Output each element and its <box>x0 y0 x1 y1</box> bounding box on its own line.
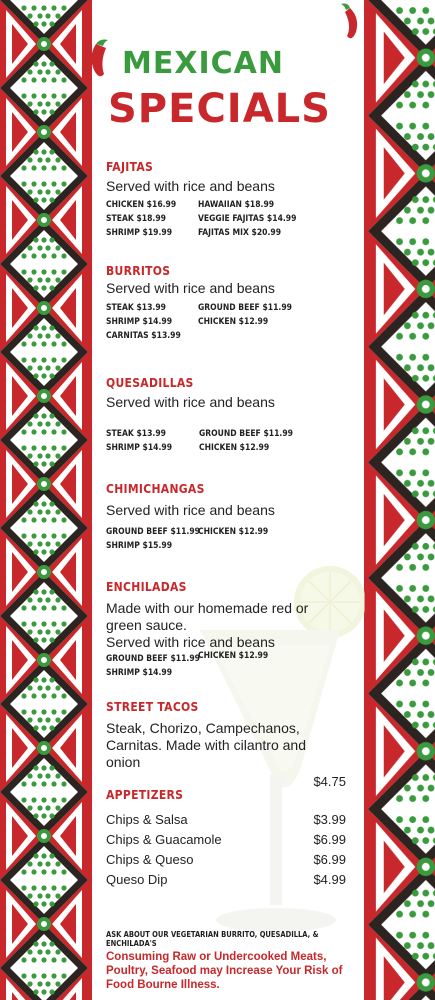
menu-item: STEAK $18.99 <box>106 214 166 224</box>
section-appetizers <box>106 788 358 892</box>
section-burritos <box>106 264 358 347</box>
section-quesadillas <box>106 376 358 459</box>
section-title: CHIMICHANGAS <box>106 482 205 496</box>
menu-item: FAJITAS MIX $20.99 <box>198 228 282 238</box>
section-title: FAJITAS <box>106 160 154 174</box>
appetizer-row <box>106 852 358 872</box>
price-grid <box>106 303 358 347</box>
price-grid <box>106 429 358 459</box>
menu-item: CHICKEN $12.99 <box>198 527 269 537</box>
section-description: Steak, Chorizo, Campechanos, Carnitas. Made with cilantro and onion <box>106 720 306 770</box>
appetizer-price: $3.99 <box>313 812 346 827</box>
menu-item: GROUND BEEF $11.99 <box>198 303 292 313</box>
menu-item: CHICKEN $12.99 <box>199 443 270 453</box>
title-mexican: MEXICAN <box>122 46 284 81</box>
appetizer-price: $4.99 <box>313 872 346 887</box>
menu-item: GROUND BEEF $11.99 <box>106 654 200 664</box>
chili-pepper-icon <box>86 36 120 80</box>
section-title: BURRITOS <box>106 264 171 278</box>
section-description: Made with our homemade red or green sauce. <box>106 600 309 633</box>
section-description: Served with rice and beans <box>106 280 275 296</box>
menu-item: SHRIMP $14.99 <box>106 443 173 453</box>
section-title: APPETIZERS <box>106 788 184 802</box>
appetizer-name: Chips & Guacamole <box>106 832 222 847</box>
menu-item: CARNITAS $13.99 <box>106 331 181 341</box>
section-description: Served with rice and beans <box>106 634 275 650</box>
appetizer-name: Chips & Queso <box>106 852 194 867</box>
menu-item: GROUND BEEF $11.99 <box>106 527 200 537</box>
section-title: STREET TACOS <box>106 700 199 714</box>
appetizer-name: Chips & Salsa <box>106 812 188 827</box>
menu-item: CHICKEN $16.99 <box>106 200 177 210</box>
menu-item: SHRIMP $14.99 <box>106 668 173 678</box>
menu-item: SHRIMP $14.99 <box>106 317 173 327</box>
price-grid <box>106 651 358 684</box>
menu-item: STEAK $13.99 <box>106 303 166 313</box>
price: $4.75 <box>313 774 346 789</box>
appetizer-price: $6.99 <box>313 832 346 847</box>
menu-item: SHRIMP $19.99 <box>106 228 173 238</box>
section-fajitas <box>106 160 358 244</box>
food-safety-warning: Consuming Raw or Undercooked Meats, Poultry, Seafood may Increase Your Risk of Food Bourne Illness. <box>106 951 343 991</box>
section-chimichangas <box>106 482 358 557</box>
appetizer-row <box>106 872 358 892</box>
appetizer-row <box>106 832 358 852</box>
menu-item: SHRIMP $15.99 <box>106 541 173 551</box>
section-street-tacos <box>106 700 358 794</box>
price-grid <box>106 200 358 244</box>
menu-item: GROUND BEEF $11.99 <box>199 429 293 439</box>
section-description: Served with rice and beans <box>106 502 275 518</box>
menu-item: STEAK $13.99 <box>106 429 166 439</box>
appetizer-name: Queso Dip <box>106 872 168 887</box>
menu-item: VEGGIE FAJITAS $14.99 <box>198 214 297 224</box>
appetizer-price: $6.99 <box>313 852 346 867</box>
section-title: ENCHILADAS <box>106 580 187 594</box>
chili-pepper-icon <box>336 2 366 42</box>
appetizer-row <box>106 812 358 832</box>
section-description: Served with rice and beans <box>106 394 275 410</box>
menu-item: CHICKEN $12.99 <box>198 317 269 327</box>
right-pattern-border <box>368 0 435 1000</box>
price-grid <box>106 527 358 557</box>
section-title: QUESADILLAS <box>106 376 194 390</box>
title-specials: SPECIALS <box>108 86 331 132</box>
menu-item: HAWAIIAN $18.99 <box>198 200 275 210</box>
vegetarian-note: ASK ABOUT OUR VEGETARIAN BURRITO, QUESADILLA, & ENCHILADA'S <box>106 930 319 948</box>
section-description: Served with rice and beans <box>106 178 275 194</box>
menu-item: CHICKEN $12.99 <box>198 651 269 661</box>
section-enchiladas <box>106 580 358 684</box>
left-pattern-border <box>0 0 88 1000</box>
